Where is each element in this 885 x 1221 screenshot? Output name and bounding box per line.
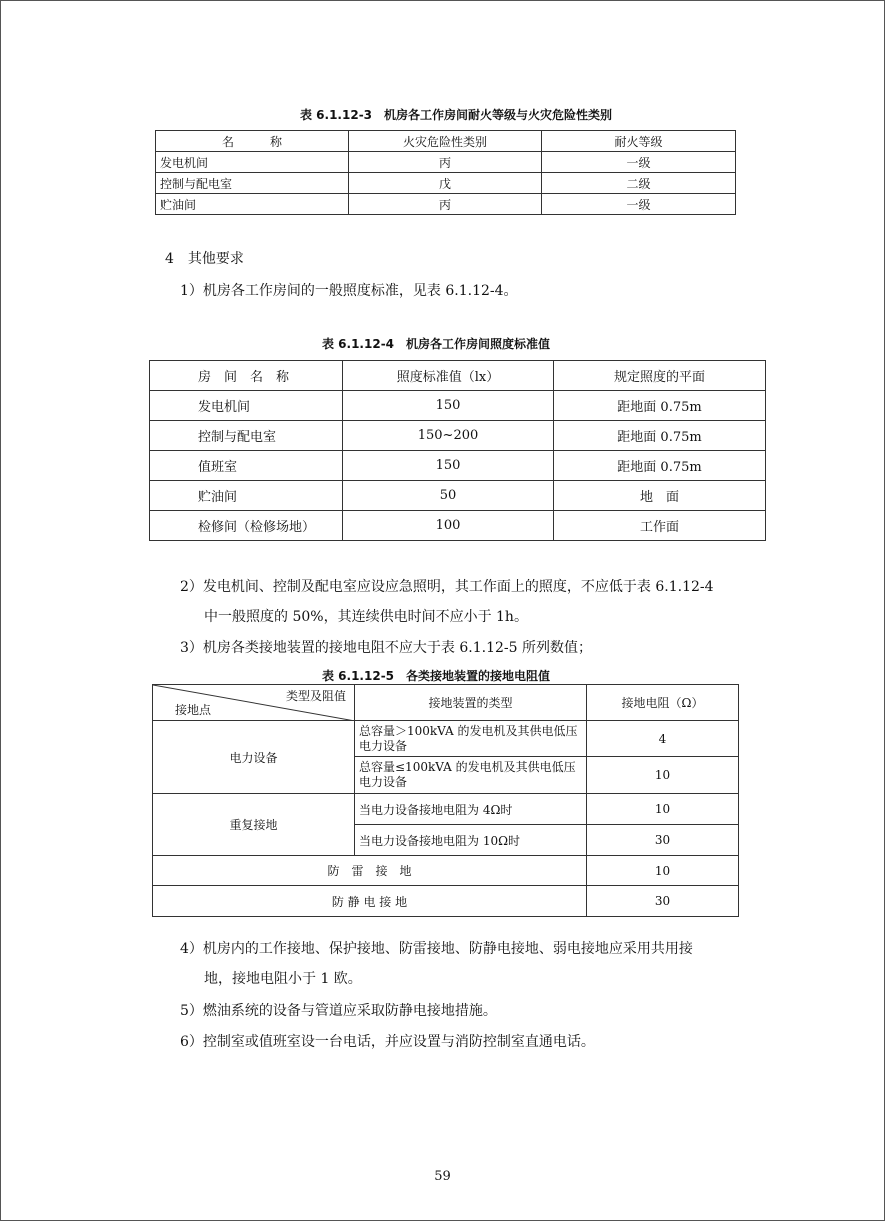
table-cell: 发电机间 — [156, 152, 349, 173]
table-row — [150, 481, 766, 511]
corner-top-label: 类型及阻值 — [285, 689, 346, 703]
table-cell: 一级 — [542, 194, 736, 215]
table-cell: 总容量＞100kVA 的发电机及其供电低压电力设备 — [355, 721, 587, 757]
table2-caption: 表 6.1.12-4 机房各工作房间照度标准值 — [322, 337, 551, 351]
header-room: 房 间 名 称 — [150, 361, 343, 391]
table-cell: 地 面 — [554, 481, 766, 511]
table-cell: 检修间（检修场地） — [150, 511, 343, 541]
table-cell: 控制与配电室 — [150, 421, 343, 451]
table-cell: 4 — [587, 721, 739, 757]
table-cell: 30 — [587, 886, 739, 917]
header-illuminance: 照度标准值（lx） — [343, 361, 554, 391]
table-cell: 150 — [343, 451, 554, 481]
table-header-row — [153, 685, 739, 721]
illuminance-table — [149, 360, 766, 541]
header-resistance: 接地电阻（Ω） — [587, 685, 739, 721]
table-cell: 防 静 电 接 地 — [153, 886, 587, 917]
table-row — [156, 152, 736, 173]
paragraph-item-4-line2: 地，接地电阻小于 1 欧。 — [204, 971, 362, 987]
paragraph-item-1: 1）机房各工作房间的一般照度标准，见表 6.1.12-4。 — [180, 283, 518, 299]
table-cell: 当电力设备接地电阻为 4Ω时 — [355, 794, 587, 825]
table-cell: 150~200 — [343, 421, 554, 451]
table-cell: 距地面 0.75m — [554, 451, 766, 481]
table-cell: 丙 — [349, 152, 542, 173]
table-cell: 戊 — [349, 173, 542, 194]
table-cell: 150 — [343, 391, 554, 421]
table-cell: 50 — [343, 481, 554, 511]
header-name: 名 称 — [156, 131, 349, 152]
paragraph-item-2-line1: 2）发电机间、控制及配电室应设应急照明，其工作面上的照度，不应低于表 6.1.12-4 — [180, 579, 714, 595]
fire-rating-table — [155, 130, 736, 215]
corner-bottom-label: 接地点 — [175, 703, 212, 717]
group-label-repeat: 重复接地 — [153, 794, 355, 856]
table-row — [153, 794, 739, 825]
table-row — [153, 886, 739, 917]
table1-caption: 表 6.1.12-3 机房各工作房间耐火等级与火灾危险性类别 — [300, 108, 613, 122]
header-type: 接地装置的类型 — [355, 685, 587, 721]
table3-caption: 表 6.1.12-5 各类接地装置的接地电阻值 — [322, 669, 551, 683]
header-fire-hazard: 火灾危险性类别 — [349, 131, 542, 152]
table-cell: 控制与配电室 — [156, 173, 349, 194]
table-cell: 10 — [587, 856, 739, 886]
table-cell: 距地面 0.75m — [554, 421, 766, 451]
table-cell: 贮油间 — [150, 481, 343, 511]
paragraph-item-4-line1: 4）机房内的工作接地、保护接地、防雷接地、防静电接地、弱电接地应采用共用接 — [180, 941, 693, 957]
table-cell: 总容量≤100kVA 的发电机及其供电低压电力设备 — [355, 757, 587, 794]
table-row — [150, 511, 766, 541]
header-fire-rating: 耐火等级 — [542, 131, 736, 152]
table-row — [150, 421, 766, 451]
table-cell: 丙 — [349, 194, 542, 215]
table-row — [150, 451, 766, 481]
table-header-row — [150, 361, 766, 391]
table-header-row — [156, 131, 736, 152]
diagonal-header-cell — [153, 685, 355, 721]
table-cell: 一级 — [542, 152, 736, 173]
paragraph-item-3: 3）机房各类接地装置的接地电阻不应大于表 6.1.12-5 所列数值； — [180, 640, 592, 656]
paragraph-item-2-line2: 中一般照度的 50%，其连续供电时间不应小于 1h。 — [204, 609, 528, 625]
table-row — [153, 856, 739, 886]
page-number: 59 — [434, 1169, 451, 1184]
table-cell: 10 — [587, 757, 739, 794]
table-cell: 工作面 — [554, 511, 766, 541]
table-cell: 发电机间 — [150, 391, 343, 421]
paragraph-item-5: 5）燃油系统的设备与管道应采取防静电接地措施。 — [180, 1003, 497, 1019]
table-row — [150, 391, 766, 421]
section-heading: 4 其他要求 — [165, 251, 244, 267]
header-plane: 规定照度的平面 — [554, 361, 766, 391]
table-row — [153, 721, 739, 757]
table-row — [156, 173, 736, 194]
table-cell: 100 — [343, 511, 554, 541]
table-cell: 防 雷 接 地 — [153, 856, 587, 886]
table-cell: 当电力设备接地电阻为 10Ω时 — [355, 825, 587, 856]
table-row — [156, 194, 736, 215]
table-cell: 30 — [587, 825, 739, 856]
paragraph-item-6: 6）控制室或值班室设一台电话，并应设置与消防控制室直通电话。 — [180, 1034, 595, 1050]
table-cell: 值班室 — [150, 451, 343, 481]
group-label-power: 电力设备 — [153, 721, 355, 794]
table-cell: 二级 — [542, 173, 736, 194]
table-cell: 10 — [587, 794, 739, 825]
table-cell: 贮油间 — [156, 194, 349, 215]
table-cell: 距地面 0.75m — [554, 391, 766, 421]
grounding-table — [152, 684, 739, 917]
